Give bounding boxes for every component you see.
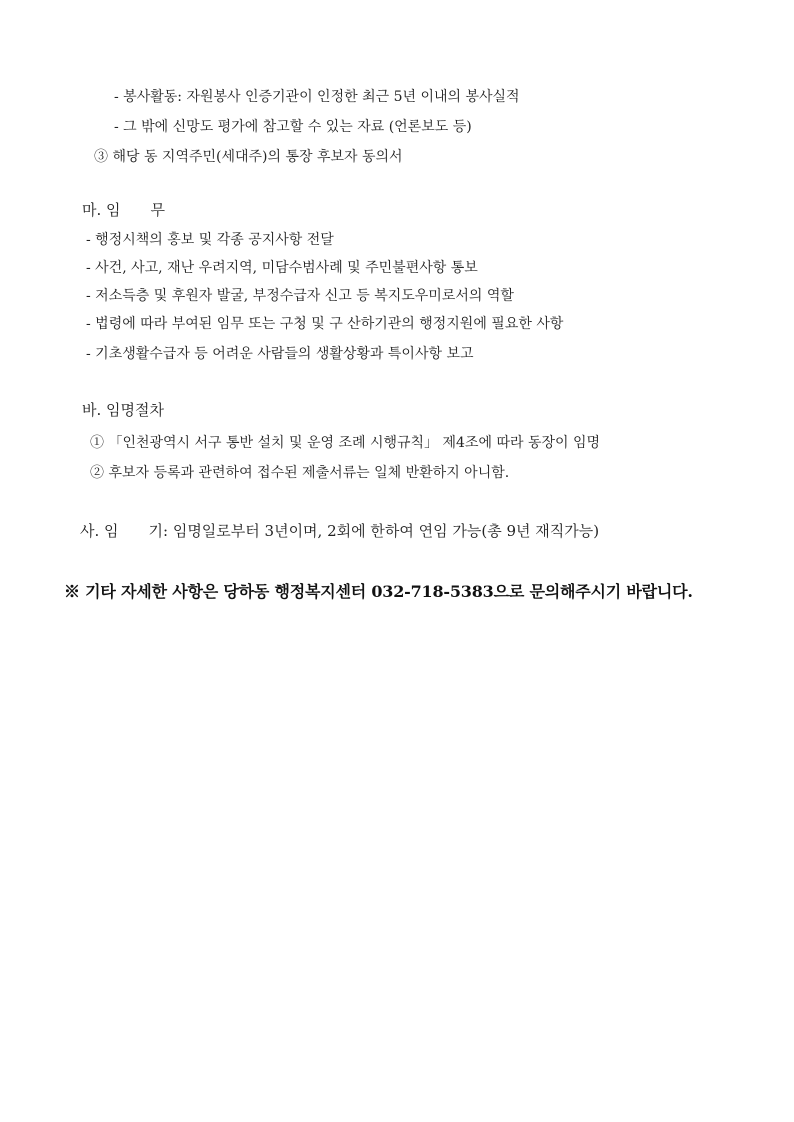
duty-item: - 법령에 따라 부여된 임무 또는 구청 및 구 산하기관의 행정지원에 필요한 사항 — [86, 316, 564, 332]
duties-heading: 마. 임 무 — [82, 201, 166, 219]
duty-item: - 행정시책의 홍보 및 각종 공지사항 전달 — [86, 232, 334, 248]
duty-item: - 저소득층 및 후원자 발굴, 부정수급자 신고 등 복지도우미로서의 역할 — [86, 288, 514, 304]
procedure-item: ① 「인천광역시 서구 통반 설치 및 운영 조례 시행규칙」 제4조에 따라 동장이 임명 — [90, 435, 601, 451]
duty-item: - 사건, 사고, 재난 우려지역, 미담수범사례 및 주민불편사항 통보 — [86, 260, 478, 276]
qualification-item: - 그 밖에 신망도 평가에 참고할 수 있는 자료 (언론보도 등) — [114, 119, 472, 135]
contact-note: ※ 기타 자세한 사항은 당하동 행정복지센터 032-718-5383으로 문의해주시기 바랍니다. — [64, 582, 693, 601]
qualification-item: ③ 해당 동 지역주민(세대주)의 통장 후보자 동의서 — [94, 149, 403, 165]
term-text: 사. 임 기: 임명일로부터 3년이며, 2회에 한하여 연임 가능(총 9년 재직가능) — [80, 522, 600, 540]
duty-item: - 기초생활수급자 등 어려운 사람들의 생활상황과 특이사항 보고 — [86, 346, 474, 362]
procedure-heading: 바. 임명절차 — [82, 401, 164, 419]
procedure-item: ② 후보자 등록과 관련하여 접수된 제출서류는 일체 반환하지 아니함. — [90, 465, 510, 481]
qualification-item: - 봉사활동: 자원봉사 인증기관이 인정한 최근 5년 이내의 봉사실적 — [114, 89, 520, 105]
